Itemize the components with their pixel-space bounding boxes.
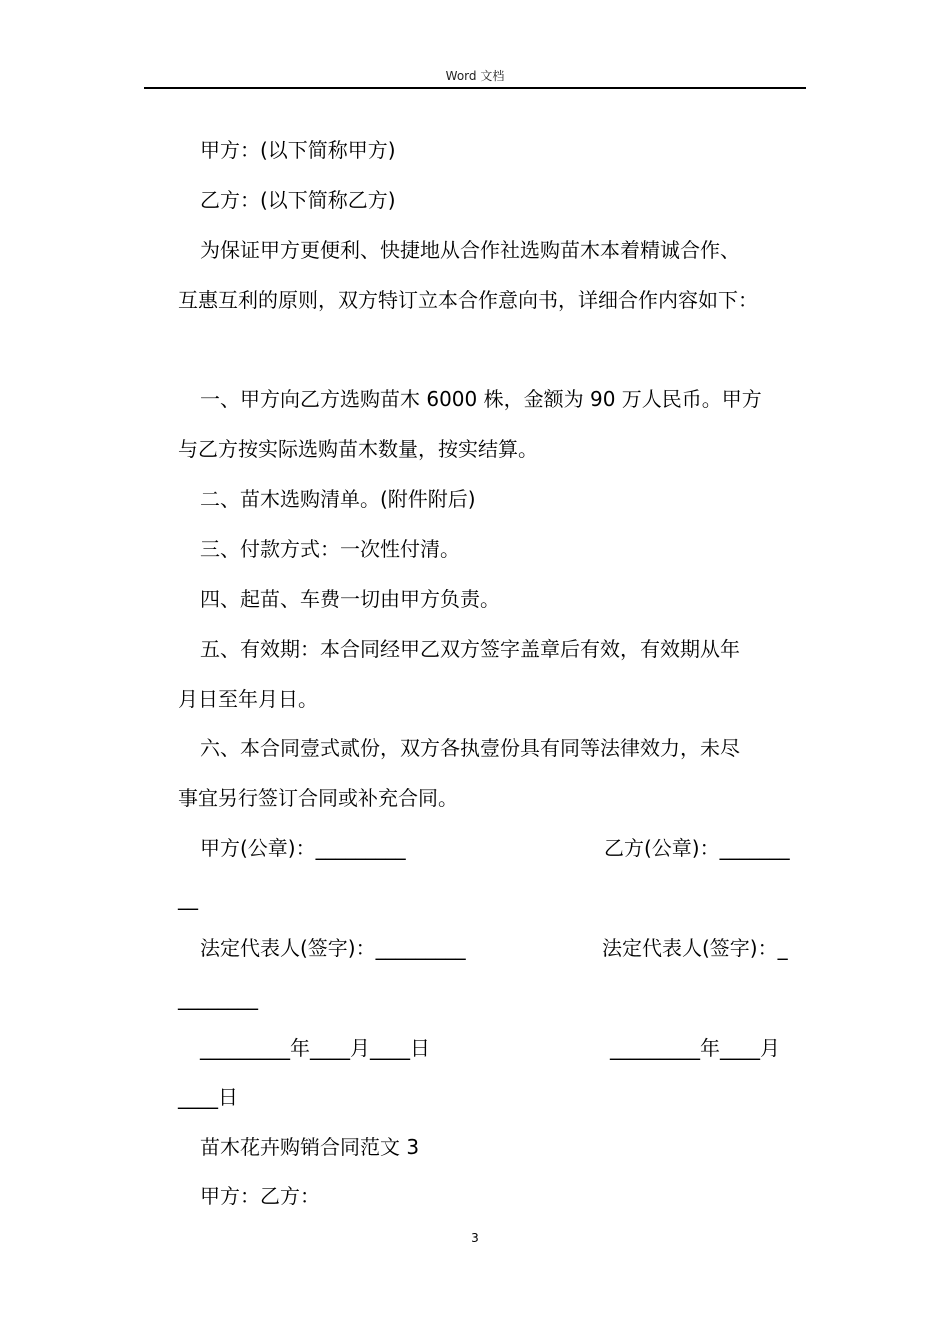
party-b-seal-line: 乙方(公章)：_______ [604, 836, 790, 860]
party-b-seal-continuation: __ [178, 886, 198, 910]
page-header: Word 文档 [445, 69, 505, 83]
clause-1-line-1: 一、甲方向乙方选购苗木 6000 株，金额为 90 万人民币。甲方 [200, 387, 762, 411]
next-section-title: 苗木花卉购销合同范文 3 [200, 1135, 420, 1159]
party-a-representative-line: 法定代表人(签字)：_________ [200, 936, 466, 960]
clause-1-line-2: 与乙方按实际选购苗木数量，按实结算。 [178, 437, 538, 461]
clause-6-line-1: 六、本合同壹式贰份，双方各执壹份具有同等法律效力，未尽 [200, 736, 740, 760]
clause-2: 二、苗木选购清单。(附件附后) [200, 487, 476, 511]
clause-6-line-2: 事宜另行签订合同或补充合同。 [178, 786, 458, 810]
page-number: 3 [471, 1231, 479, 1245]
party-b-representative-line: 法定代表人(签字)：_ [602, 936, 788, 960]
party-b-date-line: _________年____月 [610, 1036, 780, 1060]
clause-4: 四、起苗、车费一切由甲方负责。 [200, 587, 500, 611]
intro-line-1: 为保证甲方更便利、快捷地从合作社选购苗木本着精诚合作、 [200, 238, 740, 262]
party-b-representative-continuation: ________ [178, 986, 258, 1010]
party-a-seal-line: 甲方(公章)：_________ [200, 836, 406, 860]
clause-5-line-2: 月日至年月日。 [178, 687, 318, 711]
party-a-line: 甲方：(以下简称甲方) [200, 138, 396, 162]
clause-3: 三、付款方式：一次性付清。 [200, 537, 460, 561]
intro-line-2: 互惠互利的原则，双方特订立本合作意向书，详细合作内容如下： [178, 288, 758, 312]
party-a-date-line: _________年____月____日 [200, 1036, 430, 1060]
party-b-date-continuation: ____日 [178, 1085, 238, 1109]
header-rule [144, 87, 806, 89]
party-b-line: 乙方：(以下简称乙方) [200, 188, 396, 212]
clause-5-line-1: 五、有效期：本合同经甲乙双方签字盖章后有效，有效期从年 [200, 637, 740, 661]
next-section-parties: 甲方：乙方： [200, 1184, 320, 1208]
